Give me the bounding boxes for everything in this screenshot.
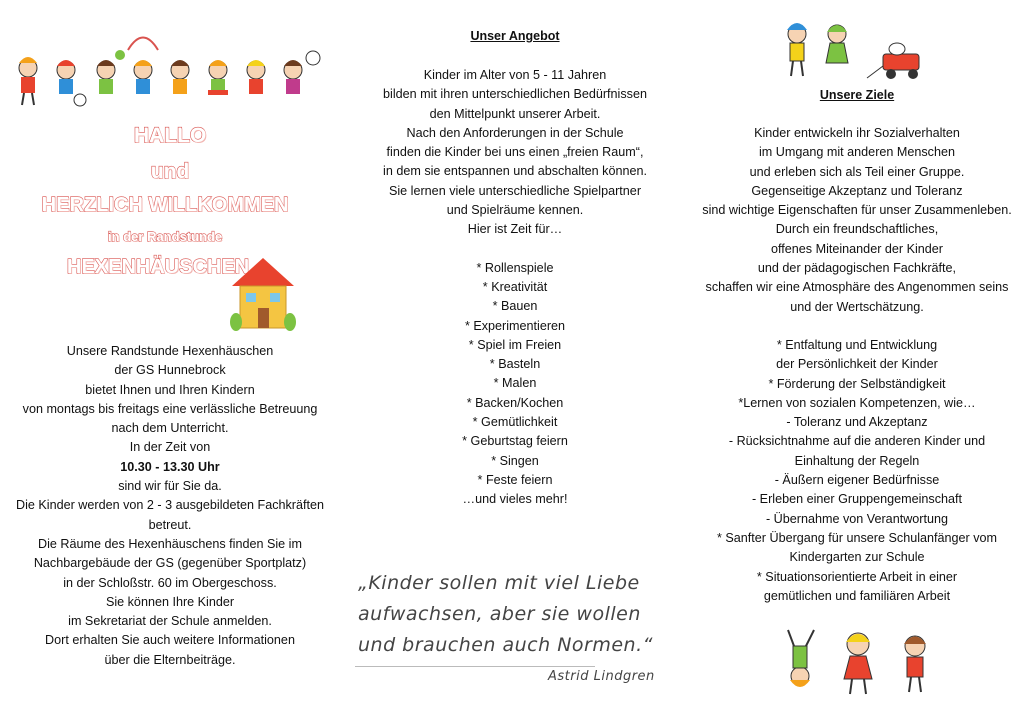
goals-text-line: Gegenseitige Akzeptanz und Toleranz: [751, 183, 963, 198]
details-line: betreut.: [148, 517, 192, 532]
intro-line: nach dem Unterricht.: [111, 421, 229, 436]
details-line: sind wir für Sie da.: [118, 479, 222, 494]
boy-figure: [787, 23, 807, 76]
child-figure: [128, 38, 158, 95]
details-line: Die Räume des Hexenhäuschens finden Sie im: [38, 536, 302, 551]
quote-line: und brauchen auch Normen.“: [358, 634, 653, 656]
child-figure: [208, 60, 228, 95]
child-figure: [284, 51, 320, 94]
offer-item: * Spiel im Freien: [468, 337, 562, 352]
child-figure: [247, 60, 265, 94]
offer-item: * Bauen: [492, 299, 538, 314]
house-icon: [230, 256, 296, 334]
offer-item: * Kreativität: [482, 279, 548, 294]
goals-text-line: im Umgang mit anderen Menschen: [759, 145, 955, 160]
goal-item: * Förderung der Selbständigkeit: [768, 376, 946, 391]
offer-text-line: bilden mit ihren unterschiedlichen Bedürfnissen: [383, 87, 647, 102]
goals-text-line: offenes Miteinander der Kinder: [771, 241, 943, 256]
goal-item: - Äußern eigener Bedürfnisse: [774, 473, 940, 488]
welcome-line-5: HEXENHÄUSCHEN: [66, 256, 250, 278]
child-figure: [171, 60, 189, 94]
goals-heading: Unsere Ziele: [819, 88, 895, 102]
offer-item: * Basteln: [489, 357, 541, 372]
goals-text-line: und der Wertschätzung.: [790, 299, 924, 314]
details-line: im Sekretariat der Schule anmelden.: [68, 614, 272, 629]
child-figure: [57, 60, 86, 106]
goal-item: der Persönlichkeit der Kinder: [776, 357, 938, 372]
offer-item: * Experimentieren: [464, 318, 566, 333]
goals-text-line: Kinder entwickeln ihr Sozialverhalten: [754, 126, 960, 140]
goals-text-line: und der pädagogischen Fachkräfte,: [757, 261, 957, 276]
details-line: Nachbargebäude der GS (gegenüber Sportplatz): [33, 556, 307, 571]
goal-item: gemütlichen und familiären Arbeit: [763, 588, 951, 603]
goal-item: - Toleranz und Akzeptanz: [786, 415, 928, 430]
details-line: Die Kinder werden von 2 - 3 ausgebildeten Fachkräften: [15, 498, 325, 513]
child-figure: [19, 57, 37, 105]
intro-line: Unsere Randstunde Hexenhäuschen: [66, 344, 274, 358]
quote-line: aufwachsen, aber sie wollen: [358, 603, 641, 625]
offer-text-line: den Mittelpunkt unserer Arbeit.: [429, 106, 601, 121]
intro-line: bietet Ihnen und Ihren Kindern: [85, 382, 255, 397]
offer-item: * Gemütlichkeit: [472, 415, 558, 430]
goal-item: * Sanfter Übergang für unsere Schulanfänger vom: [716, 530, 998, 545]
offer-text-line: in dem sie entspannen und abschalten können.: [383, 164, 647, 179]
intro-line: In der Zeit von: [129, 440, 211, 455]
goal-item: - Übernahme von Verantwortung: [765, 511, 948, 526]
quote-author: Astrid Lindgren: [548, 669, 655, 684]
offer-item: * Malen: [493, 376, 537, 391]
intro-line: der GS Hunnebrock: [114, 363, 226, 378]
offer-heading: Unser Angebot: [470, 29, 560, 43]
welcome-line-4: in der Randstunde: [107, 229, 223, 244]
quote-line: „Kinder sollen mit viel Liebe: [358, 572, 640, 594]
offer-text-line: Nach den Anforderungen in der Schule: [406, 125, 624, 140]
offer-item: * Backen/Kochen: [466, 395, 564, 410]
details-line: Dort erhalten Sie auch weitere Informationen: [45, 633, 295, 648]
offer-text-line: und Spielräume kennen.: [446, 203, 584, 218]
offer-item: * Rollenspiele: [476, 260, 554, 275]
goal-item: Kindergarten zur Schule: [789, 550, 925, 565]
intro-line: von montags bis freitags eine verlässliche Betreuung: [22, 401, 318, 416]
child-figure: [788, 630, 814, 687]
offer-text-line: Sie lernen viele unterschiedliche Spielpartner: [388, 183, 642, 198]
details-line: in der Schloßstr. 60 im Obergeschoss.: [63, 575, 277, 590]
goal-item: * Entfaltung und Entwicklung: [776, 337, 938, 352]
opening-hours: 10.30 - 13.30 Uhr: [120, 459, 220, 474]
welcome-line-2: und: [150, 160, 190, 183]
welcome-line-3: HERZLICH WILLKOMMEN: [41, 194, 289, 216]
offer-item: * Geburtstag feiern: [462, 434, 568, 449]
goals-text-line: Durch ein freundschaftliches,: [775, 222, 939, 237]
child-figure: [904, 636, 926, 692]
offer-text-line: Hier ist Zeit für…: [467, 222, 563, 237]
children-playing-illustration: [8, 30, 333, 110]
goals-text-line: und erleben sich als Teil einer Gruppe.: [749, 164, 965, 179]
offer-item: …und vieles mehr!: [462, 492, 568, 507]
offer-item: * Singen: [491, 453, 539, 468]
goal-item: Einhaltung der Regeln: [794, 453, 920, 468]
quote-divider: [355, 666, 595, 667]
child-figure: [97, 50, 125, 94]
offer-item: * Feste feiern: [477, 472, 553, 487]
welcome-line-1: HALLO: [133, 124, 207, 147]
goal-item: - Erleben einer Gruppengemeinschaft: [751, 492, 963, 507]
details-line: über die Elternbeiträge.: [104, 652, 236, 667]
goals-text-line: schaffen wir eine Atmosphäre des Angenommen seins: [705, 280, 1009, 295]
child-figure: [844, 633, 872, 694]
goals-text-line: sind wichtige Eigenschaften für unser Zusammenleben.: [702, 203, 1012, 218]
offer-text-line: finden die Kinder bei uns einen „freien Raum“,: [386, 145, 644, 160]
kids-with-toy-car-illustration: [775, 16, 935, 84]
goal-item: *Lernen von sozialen Kompetenzen, wie…: [738, 395, 976, 410]
girl-figure: [826, 25, 848, 63]
goal-item: - Rücksichtnahme auf die anderen Kinder und: [728, 434, 986, 449]
children-cartwheel-illustration: [780, 624, 940, 696]
offer-text-line: Kinder im Alter von 5 - 11 Jahren: [423, 68, 607, 82]
details-line: Sie können Ihre Kinder: [105, 594, 235, 609]
goal-item: * Situationsorientierte Arbeit in einer: [756, 569, 958, 584]
toy-car-icon: [867, 43, 919, 79]
